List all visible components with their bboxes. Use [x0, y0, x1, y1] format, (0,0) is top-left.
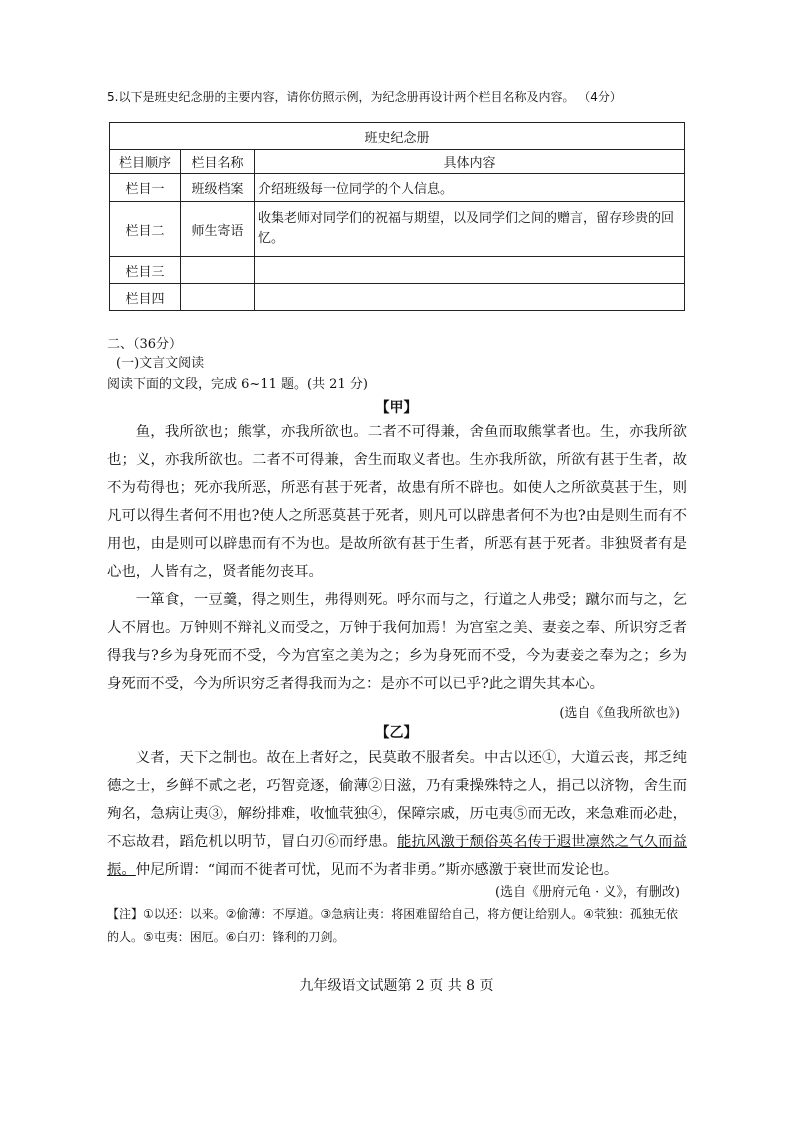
header-order: 栏目顺序	[110, 150, 181, 174]
page-footer: 九年级语文试题第 2 页 共 8 页	[299, 978, 494, 994]
label-yi: 【乙】	[375, 725, 418, 741]
yi-text-a: 义者，天下之制也。故在上者好之，民莫敢不服者矣。中古以还①，大道云丧，邦乏纯德之士，乡鲜不贰之老，巧智竞逐，偷薄②日滋，乃有秉操殊特之人，捐己以济物，舍生而殉名，急病让夷③，解纷排难，收恤茕独④，保障宗戚，历屯夷⑤而无改，来急难而必赴，不忘故君，蹈危机以明节，冒白刃⑥而纾患。	[107, 750, 687, 850]
yi-underlined-sentence: 能抗风激于颓俗英名传于遐世凛然之气久而益振。	[107, 834, 687, 878]
row-order: 栏目一	[110, 174, 181, 202]
label-jia: 【甲】	[375, 400, 418, 416]
table-title: 班史纪念册	[110, 123, 685, 150]
memorial-table	[109, 122, 685, 311]
table-row	[110, 202, 685, 257]
table-row	[110, 257, 685, 284]
annotation-note: 【注】①以还：以来。②偷薄：不厚道。③急病让夷：将困难留给自己，将方便让给别人。④茕独：孤独无依的人。⑤屯夷：困厄。⑥白刃：锋利的刀剑。	[107, 907, 679, 944]
row-content	[255, 257, 685, 284]
row-content	[255, 284, 685, 311]
header-name: 栏目名称	[181, 150, 255, 174]
row-content: 收集老师对同学们的祝福与期望，以及同学们之间的赠言，留存珍贵的回忆。	[255, 202, 685, 257]
jia-paragraph-2: 一箪食，一豆羹，得之则生，弗得则死。呼尔而与之，行道之人弗受；蹴尔而与之，乞人不屑也。万钟则不辩礼义而受之，万钟于我何加焉！为宫室之美、妻妾之奉、所识穷乏者得我与?乡为身死而不受，今为宫室之美为之；乡为身死而不受，今为妻妾之奉为之；乡为身死而不受，今为所识穷乏者得我而为之：是亦不可以已乎?此之谓失其本心。	[107, 592, 687, 692]
yi-paragraph	[107, 744, 687, 884]
row-order: 栏目三	[110, 257, 181, 284]
row-name: 师生寄语	[181, 202, 255, 257]
section-heading: 二、（36分）	[107, 337, 183, 352]
row-name	[181, 284, 255, 311]
row-name	[181, 257, 255, 284]
table-row	[110, 174, 685, 202]
jia-paragraph-1: 鱼，我所欲也；熊掌，亦我所欲也。二者不可得兼，舍鱼而取熊掌者也。生，亦我所欲也；义，亦我所欲也。二者不可得兼，舍生而取义者也。生亦我所欲，所欲有甚于生者，故不为苟得也；死亦我所恶，所恶有甚于死者，故患有所不辟也。如使人之所欲莫甚于生，则凡可以得生者何不用也?使人之所恶莫甚于死者，则凡可以辟患者何不为也?由是则生而有不用也，由是则可以辟患而有不为也。是故所欲有甚于生者，所恶有甚于死者。非独贤者有是心也，人皆有之，贤者能勿丧耳。	[107, 424, 687, 580]
subsection-heading: (一)文言文阅读	[116, 356, 205, 371]
yi-text-b: 仲尼所谓：“闻而不徙者可忧，见而不为者非勇。”斯亦感激于衰世而发论也。	[135, 862, 619, 878]
yi-source: (选自《册府元龟 · 义》，有删改)	[494, 885, 680, 900]
table-row	[110, 284, 685, 311]
question-5: 5.以下是班史纪念册的主要内容，请你仿照示例，为纪念册再设计两个栏目名称及内容。 （4分）	[107, 90, 622, 104]
row-name: 班级档案	[181, 174, 255, 202]
jia-source: (选自《鱼我所欲也》)	[559, 706, 680, 721]
instruction: 阅读下面的文段，完成 6~11 题。(共 21 分)	[107, 377, 368, 392]
header-content: 具体内容	[255, 150, 685, 174]
row-order: 栏目二	[110, 202, 181, 257]
row-order: 栏目四	[110, 284, 181, 311]
row-content: 介绍班级每一位同学的个人信息。	[255, 174, 685, 202]
